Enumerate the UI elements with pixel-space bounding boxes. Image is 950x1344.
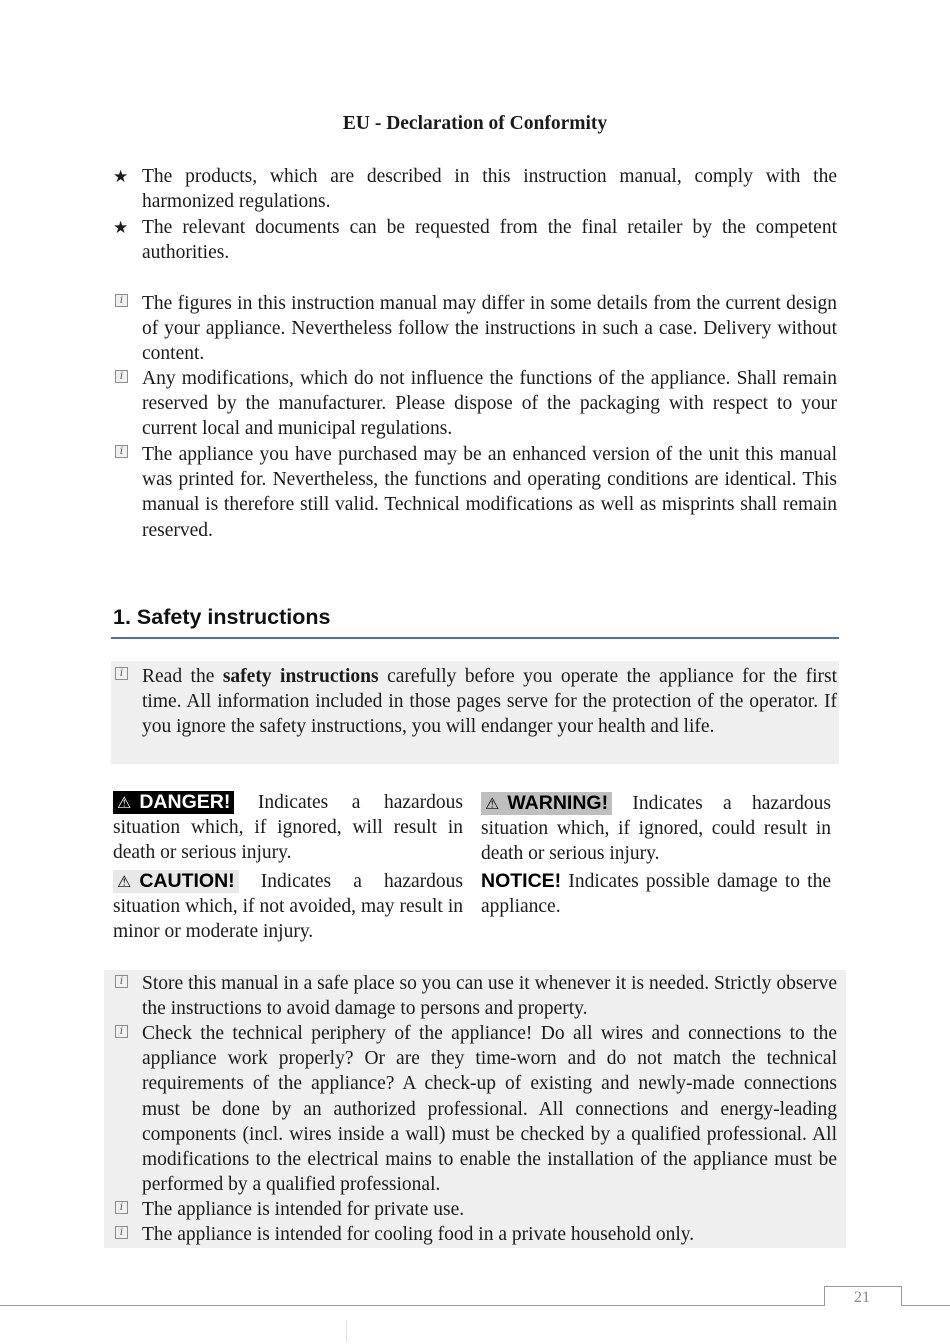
info-icon: i — [115, 1025, 128, 1038]
info-icon: i — [115, 370, 128, 383]
page-title: EU - Declaration of Conformity — [342, 113, 608, 134]
warning-definition: ⚠ WARNING! Indicates a hazardous situation which, if ignored, could result in death or serious injury. — [481, 792, 832, 865]
safety-note-3: The appliance is intended for private use. — [142, 1199, 465, 1220]
info-icon: i — [115, 1226, 128, 1239]
danger-badge: ⚠ DANGER! — [113, 791, 234, 814]
caution-definition: ⚠ CAUTION! Indicates a hazardous situation which, if not avoided, may result in minor or moderate injury. — [113, 870, 463, 943]
info-icon: i — [115, 294, 128, 307]
info-icon: i — [115, 667, 128, 680]
info-note-3: The appliance you have purchased may be an enhanced version of the unit this manual was printed for. Nevertheless, the functions and operating conditions are identical. This manual is therefore still valid. Technical modifications as well as misprints shall remain reserved. — [142, 444, 837, 541]
info-note-2: Any modifications, which do not influence the functions of the appliance. Shall remain reserved by the manufacturer. Please dispose of the packaging with respect to your current local and municipal regulations. — [142, 368, 837, 440]
section-heading: 1. Safety instructions — [113, 605, 331, 629]
warning-triangle-icon: ⚠ — [117, 793, 132, 812]
warning-triangle-icon: ⚠ — [117, 872, 132, 891]
page-number: 21 — [854, 1289, 870, 1306]
star-bullet-icon: ★ — [113, 167, 129, 186]
warning-badge: ⚠ WARNING! — [481, 792, 612, 815]
danger-definition: ⚠ DANGER! Indicates a hazardous situation which, if ignored, will result in death or serious injury. — [113, 791, 464, 864]
info-icon: i — [115, 445, 128, 458]
star-bullet-icon: ★ — [113, 218, 129, 237]
safety-note-4: The appliance is intended for cooling food in a private household only. — [142, 1224, 695, 1245]
eu-bullet-2: The relevant documents can be requested from the final retailer by the competent authorities. — [142, 217, 837, 264]
eu-bullet-1: The products, which are described in this instruction manual, comply with the harmonized regulations. — [142, 166, 837, 213]
safety-note-1: Store this manual in a safe place so you can use it whenever it is needed. Strictly observe the instructions to avoid damage to persons and property. — [142, 973, 837, 1020]
info-icon: i — [115, 1201, 128, 1214]
info-icon: i — [115, 975, 128, 988]
info-note-1: The figures in this instruction manual may differ in some details from the current design of your appliance. Nevertheless follow the instructions in such a case. Delivery without content. — [142, 293, 837, 365]
footer-mark — [346, 1320, 347, 1342]
caution-badge: ⚠ CAUTION! — [113, 870, 239, 893]
safety-instructions-bold: safety instructions — [222, 666, 379, 687]
footer-rule — [0, 1305, 950, 1306]
heading-divider — [111, 637, 839, 639]
safety-note-2: Check the technical periphery of the appliance! Do all wires and connections to the appliance work properly? Or are they time-worn and do not match the technical requirements of the appliance? A check-up of existing and newly-made connections must be done by an authorized professional. All connections and energy-leading components (incl. wires inside a wall) must be checked by a qualified professional. All modifications to the electrical mains to enable the installation of the appliance must be performed by a qualified professional. — [142, 1023, 837, 1196]
notice-badge: NOTICE! — [481, 870, 562, 892]
safety-intro-text: Read the safety instructions carefully before you operate the appliance for the first time. All information included in those pages serve for the protection of the operator. If you ignore the safety instructions, you will endanger your health and life. — [142, 666, 838, 738]
notice-definition: NOTICE! Indicates possible damage to the appliance. — [481, 870, 831, 918]
warning-triangle-icon: ⚠ — [485, 794, 500, 813]
